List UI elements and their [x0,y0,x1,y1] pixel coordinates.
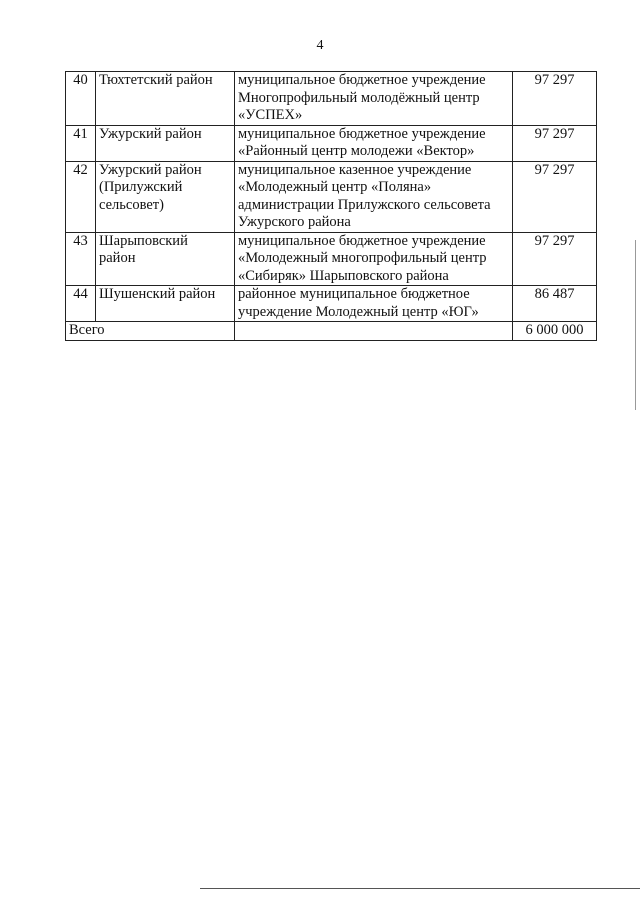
district-line: сельсовет) [99,196,164,213]
institution-line: «УСПЕХ» [238,107,303,123]
institution-line: Ужурского района [238,214,351,230]
institution-line: учреждение Молодежный центр «ЮГ» [238,303,479,320]
row-number: 43 [66,232,96,286]
row-number: 44 [66,286,96,322]
district-line: Шушенский район [99,286,216,302]
row-number: 40 [66,72,96,126]
institution-line: районное муниципальное бюджетное [238,286,470,302]
institution-line: «Молодежный центр «Поляна» [238,179,432,195]
row-number: 42 [66,161,96,232]
amount-cell: 86 487 [513,286,597,322]
page-number: 4 [316,38,324,53]
institution-line: муниципальное бюджетное учреждение [238,232,486,249]
amount-cell: 97 297 [513,161,597,232]
institution-line: муниципальное бюджетное учреждение [238,72,486,88]
institution-line: «Молодежный многопрофильный центр [238,250,487,266]
district-line: (Прилужский [99,179,183,195]
row-number: 41 [66,125,96,161]
table-row [66,161,597,232]
district-cell [96,72,235,126]
scan-edge-mark [635,240,636,410]
institution-line: «Районный центр молодежи «Вектор» [238,143,475,159]
institution-line: администрации Прилужского сельсовета [238,196,491,213]
amount-cell: 97 297 [513,232,597,286]
institution-line: муниципальное казенное учреждение [238,161,472,178]
district-line: Ужурский район [99,161,202,178]
institution-cell [235,72,513,126]
district-cell [96,125,235,161]
district-line: район [99,250,136,266]
institution-cell [235,286,513,322]
total-label: Всего [66,322,235,341]
table-row [66,232,597,286]
institution-cell [235,125,513,161]
table-row [66,72,597,126]
total-amount: 6 000 000 [513,322,597,341]
institution-cell [235,232,513,286]
allocation-table [65,71,597,341]
total-empty-cell [235,322,513,341]
institution-cell [235,161,513,232]
district-line: Тюхтетский район [99,72,213,88]
amount-cell: 97 297 [513,72,597,126]
table-row [66,286,597,322]
amount-cell: 97 297 [513,125,597,161]
district-cell [96,286,235,322]
district-cell [96,161,235,232]
district-cell [96,232,235,286]
total-row [66,322,597,341]
bottom-rule [200,888,640,889]
institution-line: «Сибиряк» Шарыповского района [238,267,449,284]
district-line: Ужурский район [99,125,202,142]
institution-line: Многопрофильный молодёжный центр [238,89,480,106]
district-line: Шарыповский [99,232,188,249]
institution-line: муниципальное бюджетное учреждение [238,125,486,142]
table-row [66,125,597,161]
table-body [66,72,597,322]
